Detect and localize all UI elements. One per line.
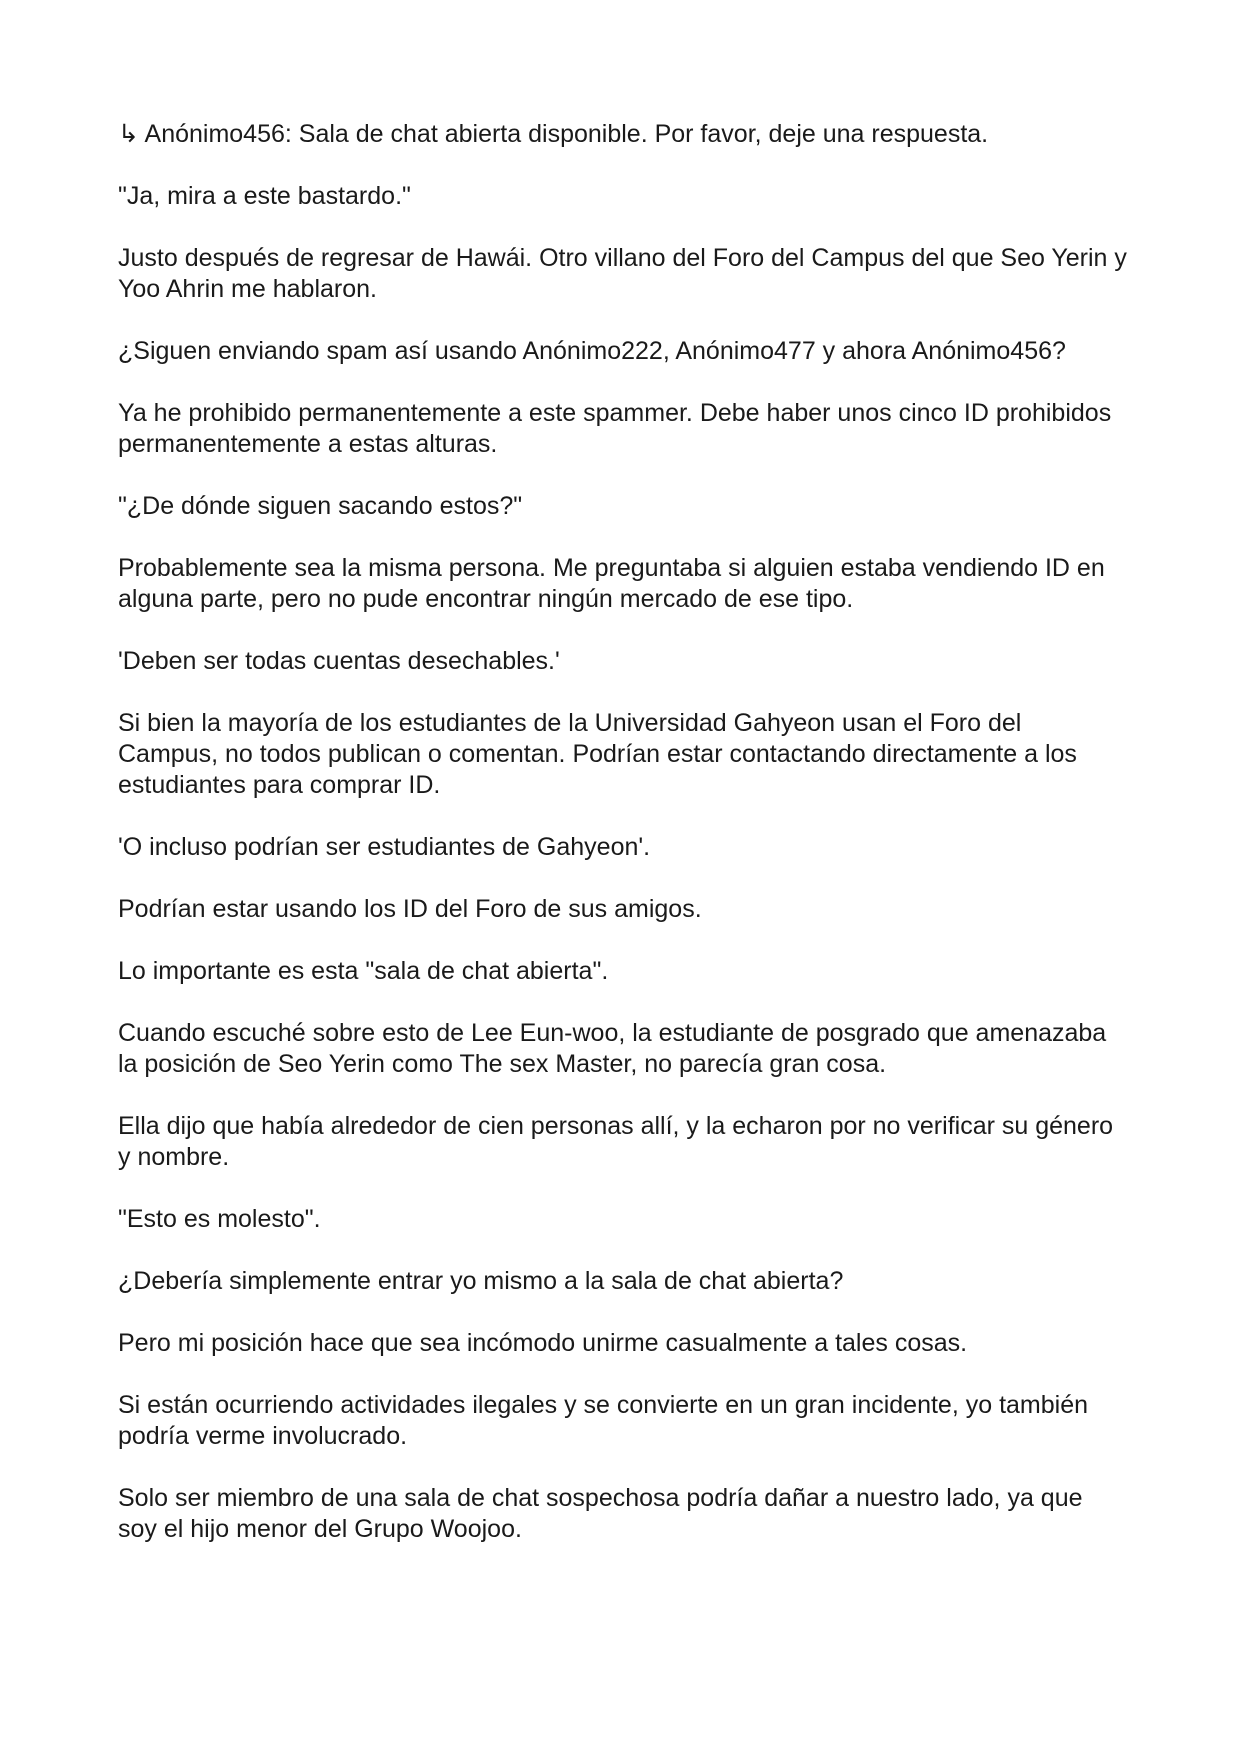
paragraph: Pero mi posición hace que sea incómodo unirme casualmente a tales cosas. [118,1329,968,1357]
paragraph: ↳ Anónimo456: Sala de chat abierta disponible. Por favor, deje una respuesta. [118,120,989,148]
paragraph: Ella dijo que había alrededor de cien personas allí, y la echaron por no verificar su género y nombre. [118,1112,1114,1171]
paragraph: Si bien la mayoría de los estudiantes de la Universidad Gahyeon usan el Foro del Campus, no todos publican o comentan. Podrían estar contactando directamente a los estudiantes para comprar ID. [118,709,1077,799]
paragraph: "Ja, mira a este bastardo." [118,182,411,210]
paragraph: 'Deben ser todas cuentas desechables.' [118,647,560,675]
document-body [118,119,1128,1576]
paragraph: ¿Debería simplemente entrar yo mismo a la sala de chat abierta? [118,1267,844,1295]
paragraph: 'O incluso podrían ser estudiantes de Gahyeon'. [118,833,651,861]
paragraph: Si están ocurriendo actividades ilegales y se convierte en un gran incidente, yo también podría verme involucrado. [118,1391,1089,1450]
paragraph: Podrían estar usando los ID del Foro de sus amigos. [118,895,702,923]
paragraph: ¿Siguen enviando spam así usando Anónimo222, Anónimo477 y ahora Anónimo456? [118,337,1066,365]
paragraph: "Esto es molesto". [118,1205,321,1233]
paragraph: Ya he prohibido permanentemente a este spammer. Debe haber unos cinco ID prohibidos permanentemente a estas alturas. [118,399,1112,458]
paragraph: Solo ser miembro de una sala de chat sospechosa podría dañar a nuestro lado, ya que soy el hijo menor del Grupo Woojoo. [118,1484,1083,1543]
paragraph: Probablemente sea la misma persona. Me preguntaba si alguien estaba vendiendo ID en alguna parte, pero no pude encontrar ningún mercado de ese tipo. [118,554,1105,613]
paragraph: Justo después de regresar de Hawái. Otro villano del Foro del Campus del que Seo Yerin y Yoo Ahrin me hablaron. [118,244,1127,303]
paragraph: Cuando escuché sobre esto de Lee Eun-woo, la estudiante de posgrado que amenazaba la posición de Seo Yerin como The sex Master, no parecía gran cosa. [118,1019,1107,1078]
paragraph: Lo importante es esta "sala de chat abierta". [118,957,609,985]
paragraph: "¿De dónde siguen sacando estos?" [118,492,523,520]
